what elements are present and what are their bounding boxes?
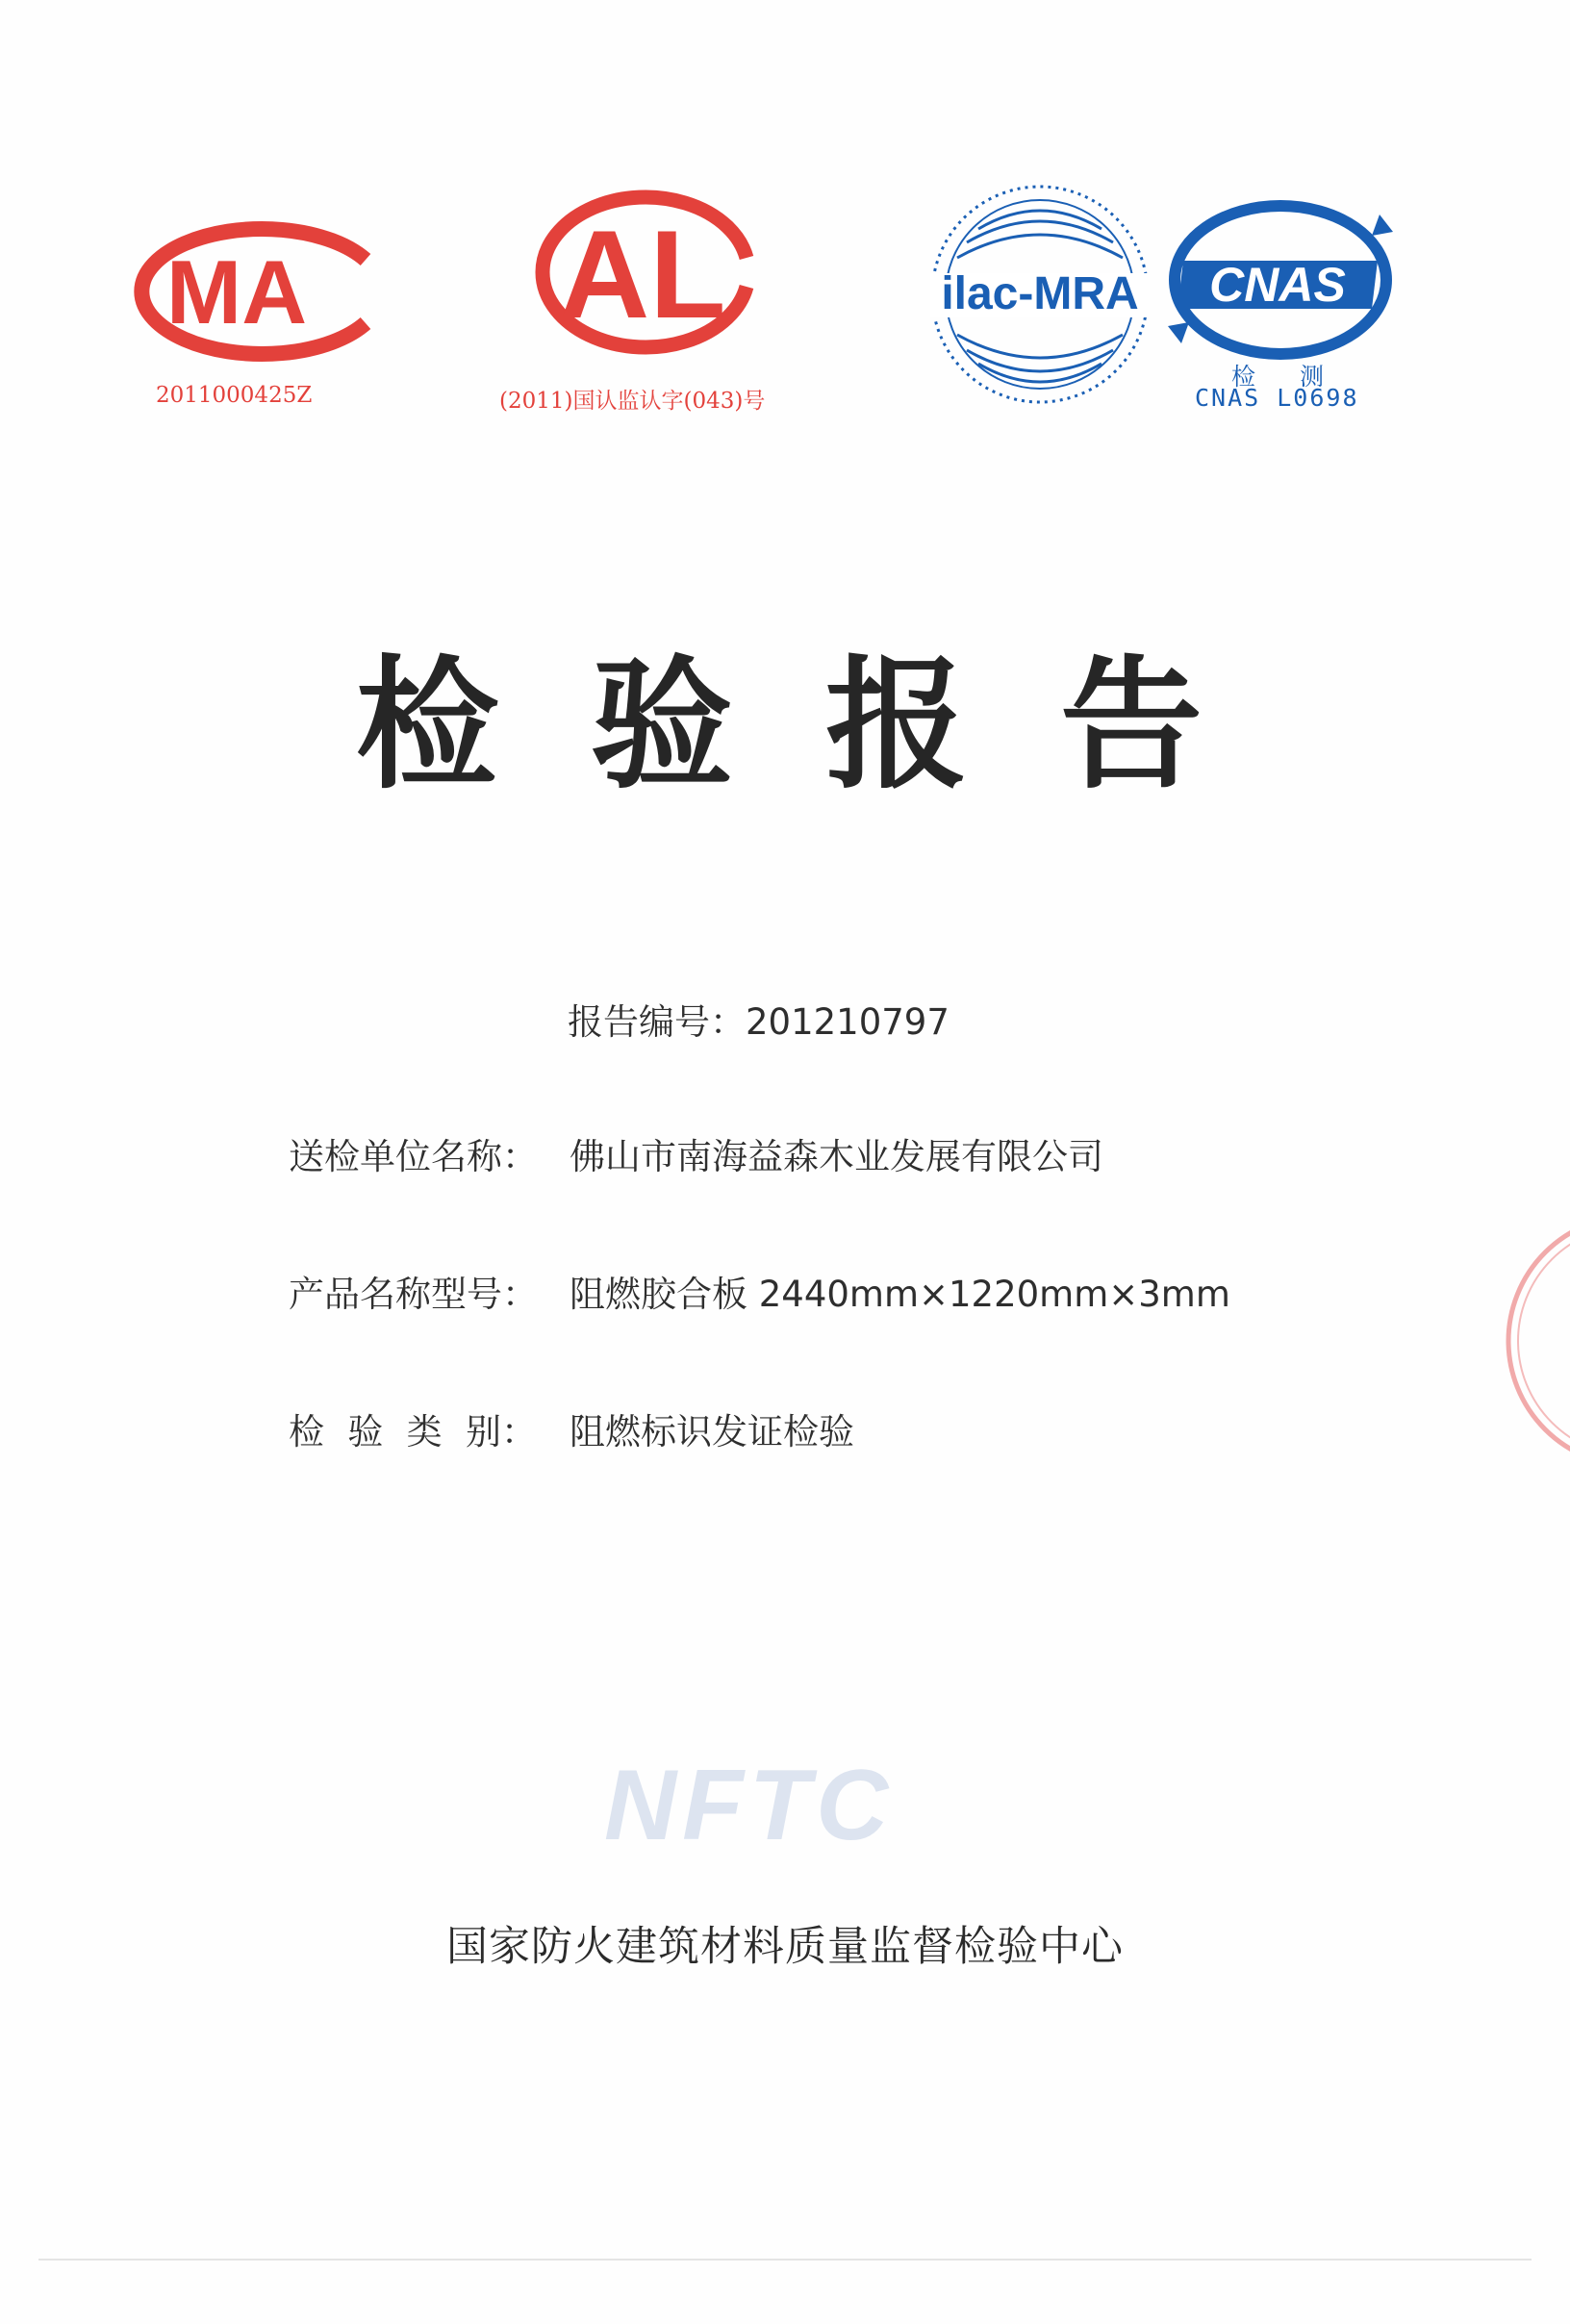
cnas-sub-jian: 检 [1231, 363, 1256, 391]
field-value: 阻燃标识发证检验 [570, 1411, 854, 1452]
field-value: 阻燃胶合板 2440mm×1220mm×3mm [570, 1274, 1230, 1315]
cal-letters: AL [559, 204, 726, 344]
ilac-letters: ilac-MRA [941, 268, 1139, 319]
title-char: 验 [591, 643, 733, 808]
title-char: 检 [356, 643, 498, 808]
cma-number: 2011000425Z [156, 383, 313, 408]
field-label: 送检单位名称： [289, 1136, 538, 1177]
field-label-char: 别： [465, 1411, 537, 1452]
page-title [356, 643, 1203, 808]
organization-name: 国家防火建筑材料质量监督检验中心 [446, 1923, 1124, 1971]
title-char: 报 [825, 643, 968, 808]
cnas-letters: CNAS [1209, 258, 1346, 312]
cnas-icon [1166, 195, 1395, 365]
report-number-row [568, 993, 950, 1045]
bottom-divider [38, 2259, 1532, 2261]
ilac-mra-icon [928, 183, 1152, 406]
cal-number: (2011)国认监认字(043)号 [499, 389, 766, 414]
title-char: 告 [1060, 643, 1203, 808]
report-number-value: 201210797 [746, 1001, 950, 1043]
seal-stamp-icon [1489, 1214, 1570, 1468]
cnas-number: CNAS L0698 [1195, 384, 1359, 412]
cma-letters: MA [165, 241, 308, 342]
cma-icon [125, 223, 370, 360]
field-label-char: 验 [347, 1411, 384, 1452]
field-value: 佛山市南海益森木业发展有限公司 [570, 1136, 1103, 1177]
cnas-sub-ce: 测 [1300, 363, 1325, 391]
field-label-char: 检 [289, 1411, 324, 1452]
cal-icon [541, 189, 754, 352]
nftc-watermark: NFTC [604, 1750, 895, 1861]
report-number-label: 报告编号： [568, 1001, 746, 1043]
field-label [289, 1402, 537, 1454]
field-label: 产品名称型号： [289, 1274, 538, 1315]
field-label-char: 类 [406, 1411, 443, 1452]
